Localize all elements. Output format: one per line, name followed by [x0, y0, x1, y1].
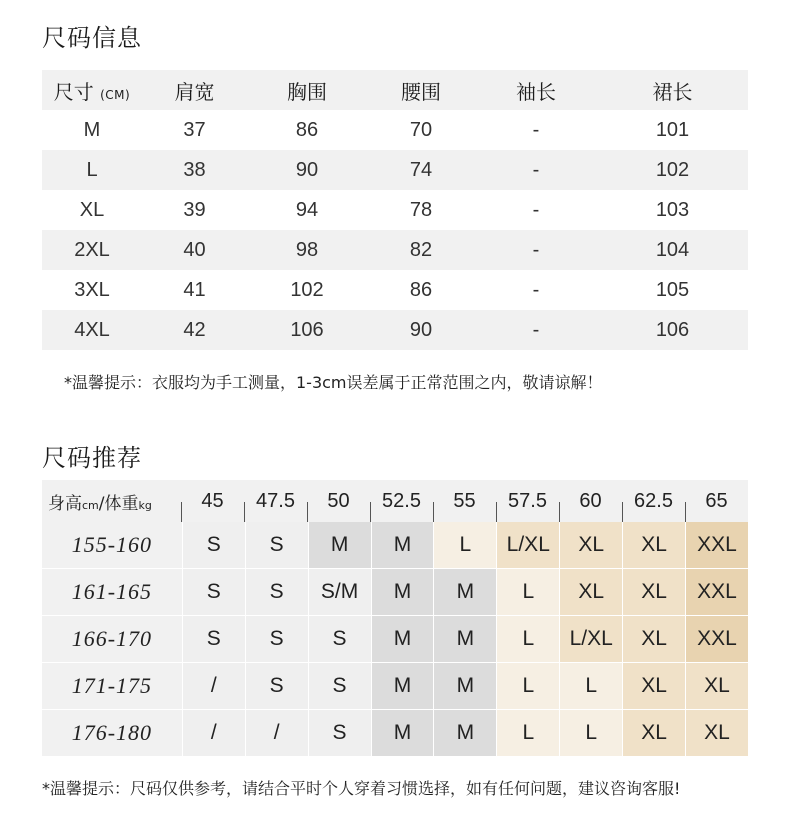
recommend-row — [42, 522, 748, 568]
cell-skirt-length: 103 — [655, 198, 690, 221]
recommend-row — [42, 663, 748, 709]
header-sleeve: 袖长 — [516, 79, 556, 104]
header-shoulder: 肩宽 — [174, 79, 215, 104]
recommended-size-cell: M — [309, 522, 371, 568]
recommended-size-cell: XXL — [686, 522, 748, 568]
recommended-size-cell: XXL — [686, 569, 748, 615]
recommended-size-cell: M — [434, 569, 496, 615]
recommended-size-cell: S — [246, 522, 308, 568]
recommended-size-cell: XXL — [686, 616, 748, 662]
recommended-size-cell: XL — [623, 569, 685, 615]
recommended-size-cell: S — [183, 616, 245, 662]
recommended-size-cell: M — [372, 522, 434, 568]
height-range: 176-180 — [42, 710, 182, 756]
cell-size: 3XL — [74, 278, 110, 301]
recommended-size-cell: S — [246, 663, 308, 709]
size-info-table — [42, 70, 748, 350]
weight-col-header: 57.5 — [496, 490, 559, 513]
recommended-size-cell: XL — [623, 522, 685, 568]
size-table-row — [42, 270, 748, 310]
cell-chest: 98 — [295, 238, 319, 261]
recommended-size-cell: L — [497, 710, 559, 756]
recommended-size-cell: S — [309, 710, 371, 756]
recommended-size-cell: M — [372, 569, 434, 615]
size-table-row — [42, 230, 748, 270]
cell-chest: 94 — [295, 198, 319, 221]
recommended-size-cell: M — [372, 616, 434, 662]
height-range: 171-175 — [42, 663, 182, 709]
recommended-size-cell: / — [183, 663, 245, 709]
recommended-size-cell: M — [434, 663, 496, 709]
cell-skirt-length: 105 — [655, 278, 690, 301]
recommended-size-cell: M — [434, 616, 496, 662]
recommended-size-cell: S — [309, 663, 371, 709]
recommended-size-cell: S — [183, 522, 245, 568]
cell-sleeve: - — [532, 238, 540, 261]
recommended-size-cell: S/M — [309, 569, 371, 615]
cell-sleeve: - — [532, 118, 540, 141]
recommended-size-cell: XL — [623, 710, 685, 756]
recommended-size-cell: / — [183, 710, 245, 756]
cell-skirt-length: 106 — [655, 318, 690, 341]
cell-size: M — [83, 118, 101, 141]
cell-waist: 90 — [409, 318, 433, 341]
cell-size: XL — [79, 198, 105, 221]
recommended-size-cell: M — [434, 710, 496, 756]
cell-shoulder: 40 — [183, 238, 206, 261]
cell-waist: 82 — [409, 238, 433, 261]
height-range: 166-170 — [42, 616, 182, 662]
recommended-size-cell: S — [246, 616, 308, 662]
recommended-size-cell: M — [372, 663, 434, 709]
cell-shoulder: 41 — [183, 278, 206, 301]
recommended-size-cell: L — [560, 710, 622, 756]
cell-shoulder: 37 — [183, 118, 206, 141]
cell-waist: 70 — [409, 118, 433, 141]
header-skirt-length: 裙长 — [652, 79, 693, 104]
weight-col-header: 55 — [433, 490, 496, 513]
height-range: 161-165 — [42, 569, 182, 615]
cell-skirt-length: 102 — [655, 158, 690, 181]
recommended-size-cell: / — [246, 710, 308, 756]
size-table-row — [42, 150, 748, 190]
recommended-size-cell: XL — [560, 522, 622, 568]
cell-size: L — [86, 158, 98, 181]
cell-chest: 106 — [290, 318, 324, 341]
recommended-size-cell: XL — [560, 569, 622, 615]
cell-sleeve: - — [532, 278, 540, 301]
cell-shoulder: 39 — [183, 198, 206, 221]
weight-col-header: 62.5 — [622, 490, 685, 513]
height-weight-label: 身高cm/体重kg — [48, 493, 152, 514]
recommend-row — [42, 710, 748, 756]
recommended-size-cell: L — [497, 569, 559, 615]
cell-chest: 102 — [290, 278, 324, 301]
cell-shoulder: 42 — [183, 318, 206, 341]
size-info-note: *温馨提示：衣服均为手工测量，1-3cm误差属于正常范围之内，敬请谅解！ — [64, 373, 603, 392]
weight-col-header: 52.5 — [370, 490, 433, 513]
cell-waist: 86 — [409, 278, 433, 301]
weight-col-header: 50 — [307, 490, 370, 513]
recommended-size-cell: S — [246, 569, 308, 615]
header-size: 尺寸 (CM) — [53, 79, 131, 104]
cell-size: 2XL — [74, 238, 110, 261]
recommended-size-cell: S — [183, 569, 245, 615]
cell-chest: 86 — [295, 118, 319, 141]
weight-col-header: 47.5 — [244, 490, 307, 513]
recommended-size-cell: L/XL — [497, 522, 559, 568]
recommended-size-cell: XL — [623, 616, 685, 662]
recommend-note: *温馨提示：尺码仅供参考，请结合平时个人穿着习惯选择，如有任何问题，建议咨询客服! — [42, 779, 681, 798]
recommended-size-cell: L — [560, 663, 622, 709]
size-table-row — [42, 110, 748, 150]
recommended-size-cell: S — [309, 616, 371, 662]
recommended-size-cell: L — [497, 663, 559, 709]
cell-size: 4XL — [74, 318, 110, 341]
weight-col-header: 60 — [559, 490, 622, 513]
weight-col-header: 45 — [181, 490, 244, 513]
recommend-row — [42, 569, 748, 615]
recommended-size-cell: L — [497, 616, 559, 662]
recommended-size-cell: XL — [686, 710, 748, 756]
cell-waist: 74 — [409, 158, 433, 181]
size-table-row — [42, 310, 748, 350]
size-recommend-title: 尺码推荐 — [42, 444, 142, 472]
cell-skirt-length: 104 — [655, 238, 690, 261]
size-table-header — [42, 70, 748, 110]
header-chest: 胸围 — [287, 79, 327, 104]
header-waist: 腰围 — [401, 79, 441, 104]
recommended-size-cell: XL — [623, 663, 685, 709]
cell-sleeve: - — [532, 198, 540, 221]
weight-col-header: 65 — [685, 490, 748, 513]
size-info-title: 尺码信息 — [42, 24, 142, 52]
recommended-size-cell: L — [434, 522, 496, 568]
cell-waist: 78 — [409, 198, 433, 221]
cell-chest: 90 — [295, 158, 319, 181]
recommend-row — [42, 616, 748, 662]
height-range: 155-160 — [42, 522, 182, 568]
size-recommend-table — [42, 480, 748, 756]
cell-shoulder: 38 — [183, 158, 206, 181]
recommended-size-cell: M — [372, 710, 434, 756]
recommend-header — [42, 480, 748, 522]
recommended-size-cell: XL — [686, 663, 748, 709]
size-table-row — [42, 190, 748, 230]
cell-skirt-length: 101 — [655, 118, 690, 141]
cell-sleeve: - — [532, 158, 540, 181]
recommended-size-cell: L/XL — [560, 616, 622, 662]
cell-sleeve: - — [532, 318, 540, 341]
